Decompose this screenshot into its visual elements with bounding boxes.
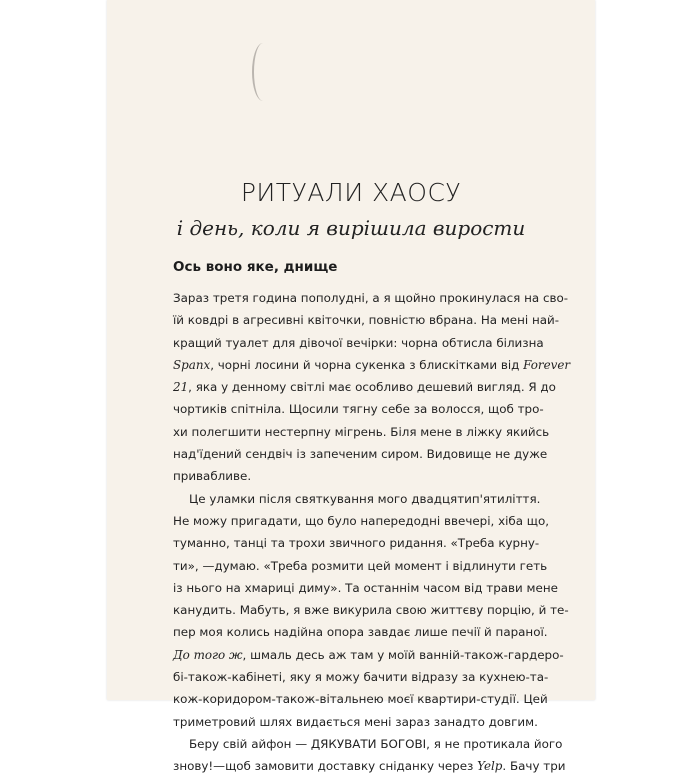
brand-name: 21 <box>173 380 189 395</box>
brand-name: Spanx <box>173 357 211 372</box>
text-line: Це уламки після святкування мого двадцятип'ятиліття. <box>189 491 541 506</box>
text-line: Беру свій айфон — ДЯКУВАТИ БОГОВІ, я не протикала його <box>189 736 563 751</box>
text-line: триметровий шлях видається мені зараз занадто довгим. <box>173 714 538 729</box>
text-line: привабливе. <box>173 469 252 484</box>
section-heading: Ось воно яке, днище <box>173 259 338 275</box>
text-line: хи полегшити нестерпну мігрень. Біля мене в ліжку якийсь <box>173 424 550 439</box>
text-line: над'їдений сендвіч із запеченим сиром. Видовище не дуже <box>173 447 548 462</box>
text-line: 21, яка у денному світлі має особливо дешевий вигляд. Я до <box>173 380 556 395</box>
text-line: канудить. Мабуть, я вже викурила свою життєву порцію, й те- <box>173 603 569 618</box>
text-line: кращий туалет для дівочої вечірки: чорна обтисла білизна <box>173 335 544 350</box>
body-text <box>173 287 571 778</box>
chapter-title: РИТУАЛИ ХАОСУ <box>240 178 462 207</box>
text-line: До того ж, шмаль десь аж там у моїй ванній-також-гардеро- <box>173 647 564 662</box>
text-line: їй ковдрі в агресивні квіточки, повністю вбрана. На мені най- <box>173 313 560 328</box>
text-line: Не можу пригадати, що було напередодні ввечері, хіба що, <box>173 513 550 528</box>
text-line: Spanx, чорні лосини й чорна сукенка з блискітками від Forever <box>173 357 571 372</box>
emphasis: До того ж <box>173 647 243 662</box>
pencil-mark <box>252 43 274 101</box>
brand-name: Forever <box>523 357 571 372</box>
text-line: із нього на хмариці диму». Та останнім часом від трави мене <box>173 580 558 595</box>
text-line: знову!—щоб замовити доставку сніданку через Yelp. Бачу три <box>173 759 566 774</box>
brand-name: Yelp <box>477 759 503 774</box>
book-page <box>107 0 595 774</box>
text-line: Зараз третя година пополудні, а я щойно прокинулася на сво- <box>173 291 569 305</box>
text-line: туманно, танці та трохи звичного ридання. «Треба курну- <box>173 536 540 551</box>
text-line: пер моя колись надійна опора завдає лише печії й параної. <box>173 625 548 640</box>
text-line: ти», —думаю. «Треба розмити цей момент і відлинути геть <box>173 558 548 573</box>
text-line: бі-також-кабінеті, яку я можу бачити відразу за кухнею-та- <box>173 670 549 685</box>
text-line: кож-коридором-також-вітальнею моєї квартири-студії. Цей <box>173 692 548 707</box>
text-line: чортиків спітніла. Щосили тягну себе за волосся, щоб тро- <box>173 402 544 417</box>
chapter-subtitle: і день, коли я вирішила вирости <box>176 216 526 240</box>
